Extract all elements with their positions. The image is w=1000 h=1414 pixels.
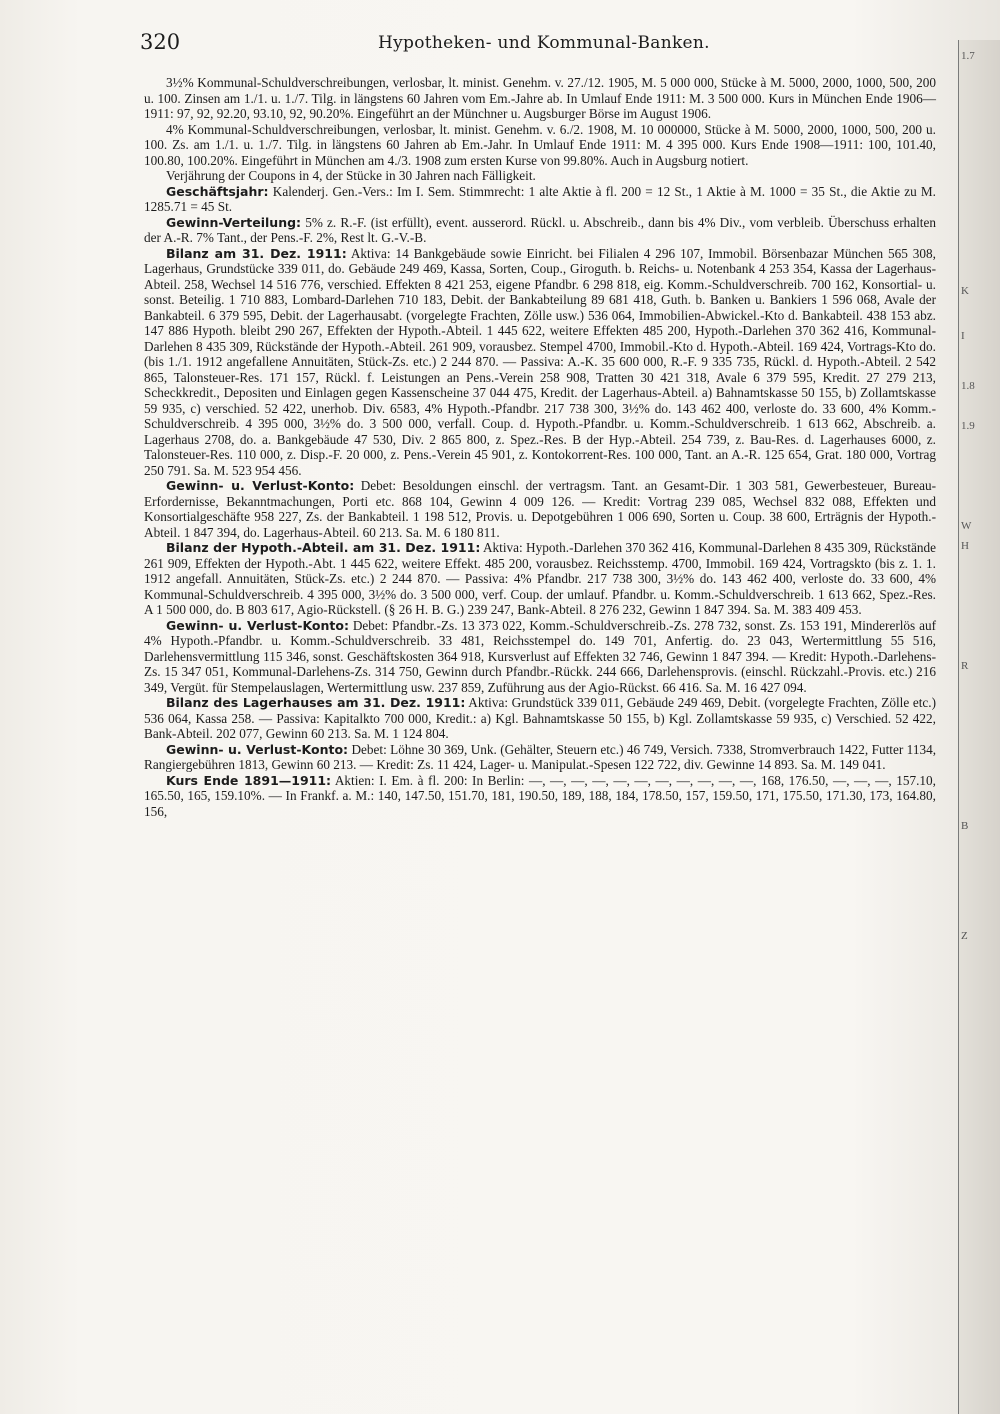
paragraph-bilanz-1911: Bilanz am 31. Dez. 1911: Aktiva: 14 Bankgebäude sowie Einricht. bei Filialen 4 296 107, Immobil. Börsenbazar München 565 308, Lagerhaus, Grundstücke 339 011, do. Gebäude 249 469, Kassa, Sorten, Coup., Giroguth. b. Reichs- u. Notenbank 4 253 354, Kassa der Lagerhaus-Abteil. 258, Wechsel 14 516 776, verschied. Effekten 8 421 253, eigene Pfandbr. 6 298 818, eig. Komm.-Schuldverschreib. 700 162, Konsortial- u. sonst. Beteilig. 1 710 883, Lombard-Darlehen 710 183, Debit. der Bankabteilung 89 681 418, Guth. b. Banken u. Bankiers 1 596 068, Avale der Bankabteil. 6 379 595, Debit. der Lagerhausabt. (vorgelegte Frachten, Zölle usw.) 536 064, Immobilien-Abwickel.-Kto d. Bankabteil. 438 153 abz. 147 886 Hypoth. bleibt 290 267, Effekten der Hypoth.-Abteil. 1 445 622, weitere Effekten 485 200, Hypoth.-Darlehen 370 362 416, Kommunal-Darlehen 8 435 309, Rückstände der Hypoth.-Abteil. 261 909, vorausbez. Stempel 4700, Immobil.-Kto d. Hypoth.-Abteil. 169 424, Vortrags-Kto do. (bis 1./1. 1912 angefallene Annuitäten, Stück-Zs. etc.) 2 244 870. — Passiva: A.-K. 35 600 000, R.-F. 9 335 735, Rückl. d. Hypoth.-Abteil. 2 542 865, Talonsteuer-Res. 171 157, Rückl. f. Leistungen an Pens.-Verein 258 908, Tratten 30 421 318, Avale 6 379 595, Kredit. 27 279 213, Scheckkredit., Depositen und Einlagen gegen Kassenscheine 37 044 475, Kredit. der Lagerhaus-Abteil. a) Bahnamtskasse 50 155, b) Zollamtskasse 59 935, c) verschied. 52 422, unerhob. Div. 6583, 4% Hypoth.-Pfandbr. 217 738 300, 3½% do. 143 462 400, verloste do. 33 600, 4% Komm.-Schuldverschreib. 4 395 000, 3½% do. 3 500 000, verfall. Coup. d. Hypoth.-Pfandbr. u. Komm.-Schuldverschreib. 1 613 662, Abschreib. a. Lagerhaus 2708, do. a. Bankgebäude 47 530, Div. 2 865 800, z. Spez.-Res. B der Hyp.-Abteil. 254 739, z. Bau-Res. d. Lagerhauses 6000, z. Talonsteuer-Res. 110 000, z. Disp.-F. 20 000, z. Pens.-Verein 45 901, z. Kontokorrent-Res. 100 000, Tant. an A.-R. 125 654, Grat. 180 000, Vortrag 250 791. Sa. M. 523 954 456. — [144, 245, 936, 478]
paragraph-gewinn-verlust-bank: Gewinn- u. Verlust-Konto: Debet: Besoldungen einschl. der vertragsm. Tant. an Gesamt-Dir. 1 303 581, Gewerbesteuer, Bureau-Erfordernisse, Bekanntmachungen, Porti etc. 868 104, Gewinn 4 009 126. — Kredit: Vortrag 239 085, Wechsel 832 088, Effekten und Konsortialgeschäfte 958 227, Zs. der Bankabteil. 1 198 512, Provis. u. Depotgebühren 1 006 690, Sorten u. Coup. 38 600, Erträgnis der Hypoth.-Abteil. 1 847 394, do. Lagerhaus-Abteil. 60 213. Sa. M. 6 180 811. — [144, 478, 936, 540]
paragraph-verjaehrung: Verjährung der Coupons in 4, der Stücke in 30 Jahren nach Fälligkeit. — [166, 168, 536, 183]
paragraph-kommunal-3-5: 3½% Kommunal-Schuldverschreibungen, verlosbar, lt. minist. Genehm. v. 27./12. 1905, M. 5 000 000, Stücke à M. 5000, 2000, 1000, 500, 200 u. 100. Zinsen am 1./1. u. 1./7. Tilg. in längstens 60 Jahren vom Em.-Jahre ab. In Umlauf Ende 1911: M. 3 500 000. Kurs in München Ende 1906—1911: 97, 92, 92.20, 93.10, 92, 90.20%. Eingeführt an der Münchner u. Augsburger Börse im August 1906. — [144, 75, 936, 121]
paragraph-bilanz-hypoth: Bilanz der Hypoth.-Abteil. am 31. Dez. 1911: Aktiva: Hypoth.-Darlehen 370 362 416, Kommunal-Darlehen 8 435 309, Rückstände 261 909, Effekten der Hypoth.-Abt. 1 445 622, weitere Effekt. 485 200, vorausbez. Reichsstemp. 4700, Immobil. 169 424, Vortragskto (bis z. 1. 1. 1912 angefall. Annuitäten, Stück-Zs. etc.) 2 244 870. — Passiva: 4% Pfandbr. 217 738 300, 3½% do. 143 462 400, verloste do. 33 600, 4% Kommunal-Schuldverschreib. 4 395 000, 3½% do. 3 500 000, verf. Coup. der umlauf. Pfandbr. u. Komm.-Schuldverschreib. 1 613 662, Spez.-Res. A 1 500 000, do. B 803 617, Agio-Rückstell. (§ 26 H. B. G.) 239 247, Bank-Abteil. 8 276 232, Gewinn 1 847 394. Sa. M. 383 409 453. — [144, 540, 937, 617]
paragraph-gewinn-verteilung: Gewinn-Verteilung: 5% z. R.-F. (ist erfüllt), event. ausserord. Rückl. u. Abschreib., dann bis 4% Div., vom verbleib. Überschuss erhalten der A.-R. 7% Tant., der Pens.-F. 2%, Rest lt. G.-V.-B. — [144, 214, 936, 245]
margin-fragment: R — [961, 660, 969, 672]
paragraph-bilanz-lagerhaus: Bilanz des Lagerhauses am 31. Dez. 1911: Aktiva: Grundstück 339 011, Gebäude 249 469, Debit. (vorgelegte Frachten, Zölle etc.) 536 064, Kassa 258. — Passiva: Kapitalkto 700 000, Kredit.: a) Kgl. Bahnamtskasse 50 155, b) Kgl. Zollamtskasse 59 935, c) Verschied. 52 422, Bank-Abteil. 202 077, Gewinn 60 213. Sa. M. 1 124 804. — [144, 695, 936, 741]
margin-fragment: W — [961, 520, 972, 532]
paragraph-kommunal-4: 4% Kommunal-Schuldverschreibungen, verlosbar, lt. minist. Genehm. v. 6./2. 1908, M. 10 000000, Stücke à M. 5000, 2000, 1000, 500, 200 u. 100. Zs. am 1./1. u. 1./7. Tilg. in längstens 60 Jahren ab Em.-Jahr. In Umlauf Ende 1911: M. 4 395 000. Kurs Ende 1908—1911: 100, 101.40, 100.80, 100.20%. Eingeführt in München am 4./3. 1908 zum ersten Kurse von 99.80%. Auch in Augsburg notiert. — [144, 121, 936, 168]
paragraph-gewinn-verlust-hypoth: Gewinn- u. Verlust-Konto: Debet: Pfandbr.-Zs. 13 373 022, Komm.-Schuldverschreib.-Zs. 278 732, sonst. Zs. 153 191, Mindererlös auf 4% Hypoth.-Pfandbr. u. Komm.-Schuldverschreib. 33 481, Reichsstempel do. 149 701, Anfertig. do. 23 043, Wertermittlung 55 516, Darlehensvermittlung 115 346, sonst. Geschäftskosten 364 918, Kursverlust auf Effekten 32 746, Gewinn 1 847 394. — Kredit: Hypoth.-Darlehens-Zs. 15 347 051, Kommunal-Darlehens-Zs. 314 750, Gewinn durch Pfandbr.-Rückk. 244 666, Darlehensprovis. (einschl. Rückzahl.-Provis. etc.) 216 349, Vergüt. für Stempelauslagen, Wertermittlung usw. 237 859, Zuführung aus der Agio-Rückst. 66 416. Sa. M. 16 427 094. — [144, 617, 937, 695]
margin-fragment: 1.8 — [961, 380, 975, 392]
page-number: 320 — [140, 30, 181, 54]
page-header — [140, 30, 960, 60]
margin-fragment: B — [961, 820, 969, 832]
margin-fragment: H — [961, 540, 969, 552]
running-title: Hypotheken- und Kommunal-Banken. — [378, 33, 710, 53]
paragraph-gewinn-verlust-lagerhaus: Gewinn- u. Verlust-Konto: Debet: Löhne 30 369, Unk. (Gehälter, Steuern etc.) 46 749, Versich. 7338, Stromverbrauch 1422, Futter 1134, Rangiergebühren 1813, Gewinn 60 213. — Kredit: Zs. 11 424, Lager- u. Manipulat.-Spesen 122 722, div. Gewinne 14 893. Sa. M. 149 041. — [144, 741, 937, 772]
margin-fragment: 1.9 — [961, 420, 975, 432]
margin-fragment: K — [961, 285, 969, 297]
paragraph-geschaeftsjahr: Geschäftsjahr: Kalenderj. Gen.-Vers.: Im I. Sem. Stimmrecht: 1 alte Aktie à fl. 200 = 12 St., 1 Aktie à M. 1000 = 35 St., die Aktie zu M. 1285.71 = 45 St. — [144, 183, 936, 214]
margin-fragment: I — [961, 330, 965, 342]
margin-fragment: Z — [961, 930, 968, 942]
margin-fragment: 1.7 — [961, 50, 975, 62]
paragraph-kurs-ende: Kurs Ende 1891—1911: Aktien: I. Em. à fl. 200: In Berlin: —, —, —, —, —, —, —, —, —, —, —, 168, 176.50, —, —, —, 157.10, 165.50, 165, 159.10%. — In Frankf. a. M.: 140, 147.50, 151.70, 181, 190.50, 189, 188, 184, 178.50, 157, 159.50, 171, 175.50, 171.30, 173, 164.80, 156, — [144, 772, 936, 819]
adjacent-page-margin — [958, 40, 1000, 1414]
body-text — [144, 75, 936, 819]
